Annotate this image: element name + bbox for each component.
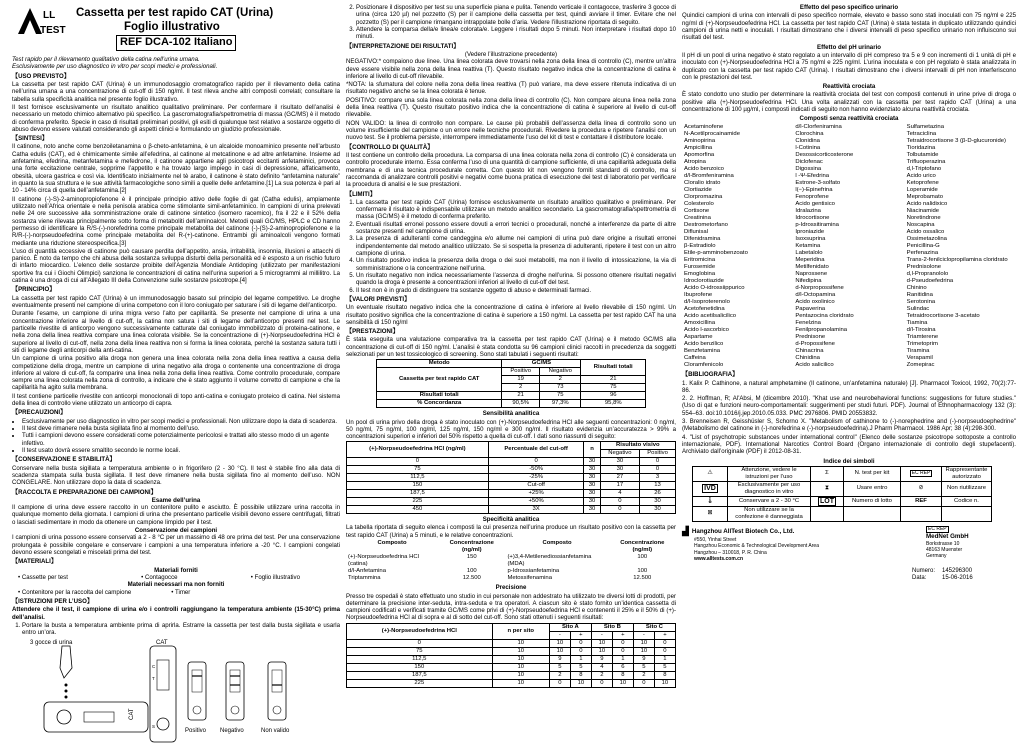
svg-text:C: C [152, 664, 156, 670]
paragraph: Il test contiene un controllo della procedura. La comparsa di una linea colorata nella zona di controllo (C) è considerata un controllo procedurale interno. Essa conferma l’uso di una quantità di campione sufficiente, di una capillarità adeguata della membrana e di una tecnica procedurale corretta. Con questo kit non vengono forniti standard di controllo, ma si raccomanda di analizzare controlli positivi e negativi come buona pratica di esecuzione dei test di laboratorio per verificare la procedura di analisi e le sue prestazioni. [346, 151, 676, 189]
table-cell: Amoxicillina [684, 320, 716, 327]
table-cell: Trimetoprim [906, 341, 938, 348]
table-cell: d,l-Propranololo [906, 271, 949, 278]
no-reuse-icon: ⊘ [918, 485, 924, 492]
table-cell: Metilfenidato [795, 264, 829, 270]
table-cell: Caffeina [684, 355, 706, 362]
table-cell: Apomorfina [684, 151, 715, 158]
table-cell: Atropina [684, 158, 706, 165]
paragraph-bold: Attendere che il test, il campione di urina e/o i controlli raggiungano la temperatura ambiente (15-30°C) prima dell’analisi. [12, 606, 340, 621]
manufacturer: ▟ Hangzhou AllTest Biotech Co., Ltd. #550, Yinhai Street Hangzhou Economic & Technological Development Area Hangzhou – 310018, P. R. China www.alltests.com.cn [682, 525, 819, 562]
table-cell: Sulindac [906, 306, 930, 313]
paragraph: Un pool di urina privo della droga è stato inoculato con (+)-Norpseudoefedrina HCl alle seguenti concentrazioni: 0 ng/ml, 50 ng/ml, 75 ng/ml, 100 ng/ml, 125 ng/ml, 150 ng/ml e 300 ng/ml. Il risultato evidenzia un’accuratezza > 99% a concentrazioni superiori e inferiori del 50% rispetto a quella di cut-off. I dati sono riassunti di seguito: [346, 418, 676, 441]
factory-icon: ▟ [682, 525, 689, 536]
figure-label-drops: 3 gocce di urina [30, 640, 73, 647]
paragraph: Un eventuale risultato negativo indica che la concentrazione di catina è inferiore al livello rilevabile di 150 ng/ml. Un risultato positivo significa che la concentrazione di catina è superiore a 150 ng/ml. La cassetta per test rapido CAT ha una sensibilità di 150 ng/ml [346, 304, 676, 326]
temperature-limit-icon: 🌡 [706, 497, 714, 504]
subheading: Reattività crociata [822, 83, 876, 91]
table-cell: Fenoprofene [795, 193, 829, 200]
table-row [682, 327, 1016, 334]
table-cell: Chinino [906, 285, 927, 292]
table-row [682, 292, 1016, 299]
list-item: 3. Attendere la comparsa della/e linea/e colorata/e. Leggere i risultati dopo 5 minuti. Non interpretare i risultati dopo 10 minuti. [356, 26, 676, 41]
table-cell: Noscapina [906, 221, 935, 228]
subheading: Effetto del peso specifico urinario [799, 4, 899, 11]
table-cell: Tolbutamide [906, 151, 939, 158]
subheading: Materiali necessari ma non forniti [127, 581, 225, 589]
table-cell: Ampicillina [684, 144, 713, 151]
paragraph: NON VALIDO: la linea di controllo non compare. Le cause più probabili dell’assenza della linea di controllo sono un volume insufficiente del campione o un errore nelle tecniche procedurali. Rivedere la procedura e ripetere l’analisi con un nuovo test. Se il problema persiste, interrompere immediatamente l’uso del kit di test e contattare il distributore locale. [346, 119, 676, 142]
section-materiali: 【MATERIALI】 [12, 558, 57, 566]
table-cell: Ranitidina [906, 292, 933, 299]
table-cell: Aminopirina [684, 137, 716, 144]
section-sintesi: 【SINTESI】 [12, 135, 48, 143]
svg-text:S: S [152, 724, 156, 730]
svg-text:TEST: TEST [40, 25, 66, 36]
table-row [682, 362, 1016, 369]
column-2 [346, 0, 676, 725]
instructions-list [12, 622, 340, 637]
reference: 1. Kalix P. Cathinone, a natural amphetamine (Il catinone, un’anfetamina naturale) [J]. Pharmacol Toxicol, 1992, 70(2):77-86. [682, 379, 1016, 394]
table-cell: Etile-p-amminobenzoato [684, 249, 748, 256]
reference: 3. Brenneisen R, Geisshüsler S, Schorno X. "Metabolism of cathinone to (-)-norephedrine and (-)-norpseudoephedrine" (Metabolismo del catinone in (-)-norefedrina e (-)-norpseudoefedrina).J Pharm Pharmacol. 1986 Apr; 38 (4):298-300. [682, 418, 1016, 433]
section-istruzioni: 【ISTRUZIONI PER L’USO】 [12, 597, 93, 605]
table-row [682, 320, 1016, 327]
subheading: Conservazione dei campioni [134, 527, 218, 535]
table-row [682, 152, 1016, 159]
table-cell: Clorochina [795, 130, 824, 137]
paragraph: È stato condotto uno studio per determinare la reattività crociata del test con composti contenuti in urine prive di droga o positive alla (+)-Norpseudoefedrina HCl. Una volta analizzati con la cassetta per test rapido CAT (Urina) a una concentrazione di 100 µg/ml, i composti indicati di seguito non hanno evidenziato alcuna reattività crociata. [682, 91, 1016, 114]
table-cell: Acetofenetidina [684, 306, 725, 313]
title-line-1: Cassetta per test rapido CAT (Urina) [76, 7, 274, 19]
table-cell: Tetraciclina [906, 130, 937, 137]
section-prestazioni: 【PRESTAZIONI】 [346, 328, 399, 336]
table-cell: p-Idrossitiramina [795, 221, 839, 228]
subheading: Materiali forniti [154, 566, 198, 574]
table-cell: Tetraidrocortisone 3-acetato [906, 313, 980, 320]
limits-list [346, 199, 676, 294]
table-cell: Noretindrone [906, 214, 941, 221]
section-uso-previsto: 【USO PREVISTO】 [12, 72, 70, 80]
instructions-list-continued [346, 4, 676, 41]
svg-text:Positivo: Positivo [185, 728, 207, 735]
section-precauzioni: 【PRECAUZIONI】 [12, 409, 67, 417]
table-row [682, 348, 1016, 355]
title-line-2: Foglio illustrativo [124, 21, 220, 34]
symbols-table: ⚠ Attenzione, vedere le istruzioni per l’uso Σ N. test per kit EC REP Rappresentante autorizzato IVD Esclusivamente per uso diagnostico in vitro ⧗ Usare entro ⊘ Non riutilizzare 🌡 Conservare a 2 - 30 °C LOT Numero di lotto REF Codice n. ⊠ Non utilizzare se la confezione è danneggiata [692, 466, 992, 522]
table-cell: d/l-Clorfeniramina [795, 123, 842, 130]
list-item: • Tutti i campioni devono essere considerati come potenzialmente pericolosi e trattati allo stesso modo di un agente infettivo. [22, 432, 340, 447]
list-item: 5. Un risultato negativo non indica necessariamente l’assenza di droghe nell’urina. Si possono ottenere risultati negativi quando la droga è presente a concentrazioni inferiori al livello di cut-off del test. [356, 272, 676, 287]
table-cell: Chinidina [795, 355, 820, 362]
ref-code: REF DCA-102 Italiano [116, 35, 236, 51]
table-cell: Colesterolo [684, 200, 714, 207]
manufacturer-block [682, 526, 1016, 562]
table-row [682, 264, 1016, 271]
section-bibliografia: 【BIBLIOGRAFIA】 [682, 371, 739, 379]
subheading: Esame dell’urina [151, 496, 201, 504]
precision-table: (+)-Norpseudoefedrina HCl n per sito Sito A Sito B Sito C - + - + - + 0 10 10 0 10 0 10 0 75 10 10 0 10 0 10 0 112,5 10 9 1 9 1 9 1 150 10 5 5 4 6 5 5 187,5 10 2 8 2 8 2 8 225 10 0 10 0 10 0 10 [346, 623, 676, 688]
materials-required: • Contenitore per la raccolta del campione • Timer [18, 588, 191, 596]
reference: 2. 2. Hoffman, R; Al'Absi, M (dicembre 2010). "Khat use and neurobehavioral functions: suggestions for future studies." (Uso di qat e funzioni neuro-comportamentali: suggerimenti per studi futuri. PDF). Journal of Ethnopharmacology 132 (3): 554–63. doi:10.1016/j.jep.2010.05.033. PMC 2976806. PMID 20553832. [682, 395, 1016, 417]
table-row [682, 173, 1016, 180]
table-cell: Diclofenac [795, 158, 823, 165]
paragraph: Il test contiene particelle rivestite con anticorpi monoclonali di topo anti-catina e coniugato proteico di catina. Nel sistema della linea di controllo viene utilizzato un anticorpo di capra. [12, 392, 340, 408]
subheading: Effetto del pH urinario [817, 43, 881, 51]
table-cell: Acido oxolinico [795, 299, 835, 306]
table-cell: Diflunisal [684, 228, 708, 235]
table-cell: Aspartame [684, 334, 713, 341]
damaged-package-icon: ⊠ [707, 510, 713, 517]
table-cell: Fenelzina [795, 320, 821, 327]
subtitle: Test rapido per il rilevamento qualitativo della catina nell’urina umana. Esclusivamente per uso diagnostico in vitro per scopi medici e professionali. [12, 56, 218, 71]
subheading: Sensibilità analitica [482, 410, 540, 418]
list-item: • Il test usato dovrà essere smaltito secondo le norme locali. [22, 447, 340, 454]
table-cell: l-Cotinina [795, 144, 821, 151]
table-cell: Idrocortisone [795, 214, 830, 221]
list-item: 1. Portare la busta a temperatura ambiente prima di aprirla. Estrarre la cassetta per test dalla busta sigillata e usarla entro un’ora. [22, 622, 340, 637]
list-item: • Esclusivamente per uso diagnostico in vitro per scopi medici e professionali. Non utilizzare dopo la data di scadenza. [22, 418, 340, 425]
precautions-list [12, 418, 340, 455]
subheading: Specificità analitica [482, 516, 540, 524]
document-info: Numero: 145296300 Data: 15-06-2016 [912, 568, 973, 582]
warning-icon: ⚠ [707, 470, 713, 477]
table-cell: d-Pseudoefedrina [906, 278, 954, 285]
table-row [682, 208, 1016, 215]
alltest-logo [16, 6, 68, 36]
column-1 [12, 0, 340, 735]
table-row [682, 215, 1016, 222]
table-cell: Acido benzoico [684, 165, 724, 172]
svg-text:CAT: CAT [129, 708, 135, 721]
table-row [682, 180, 1016, 187]
paragraph: La cassetta per test rapido CAT (Urina) è un immunodosaggio cromatografico rapido per il rilevamento della catina nell’urina umana a una concentrazione di cut-off di 150 ng/ml. Il test rileva anche altri composti correlati; consultare la tabella sulla specificità analitica nel presente foglio illustrativo. [12, 80, 340, 103]
table-cell: Cortisone [684, 207, 710, 214]
paragraph: Presso tre ospedali è stato effettuato uno studio in cui personale non addestrato ha utilizzato tre diversi lotti di prodotti, per determinare la precisione inter-seduta, intra-seduta e tra operatori. A ciascun sito è stato fornito un’identica cassetta di campioni codificati e verificati tramite GC/MS come privi di (+)-Norpseudoefedrina HCl e contenenti il 25% e il 50% di (+)-Norpseudoefedrina HCl al di sopra e al di sotto del cut-off. Sono stati ottenuti i seguenti risultati: [346, 592, 676, 622]
paragraph: Il campione di urina deve essere raccolto in un contenitore pulito e asciutto. È possibile utilizzare urina raccolta in qualunque momento della giornata. I campioni di urina che presentano particelle visibili devono essere centrifugati, filtrati o lasciati sedimentare in modo da ottenere un campione limpido per il test. [12, 504, 340, 526]
table-cell: Serotonina [906, 299, 936, 306]
table-cell: Chinacrina [795, 348, 824, 355]
table-cell: d-Norpropossifene [795, 285, 844, 292]
materials-provided: • Cassette per test • Contagocce • Foglio illustrativo [18, 573, 300, 581]
list-item: 4. Un risultato positivo indica la presenza della droga o dei suoi metaboliti, ma non il livello di intossicazione, la via di somministrazione o la concentrazione nell’urina. [356, 257, 676, 272]
table-row [682, 159, 1016, 166]
table-row [682, 278, 1016, 285]
table-cell: Acido nalidixico [906, 200, 948, 207]
table-row [682, 229, 1016, 236]
table-cell: Zomepirac [906, 362, 935, 369]
svg-text:T: T [152, 676, 155, 682]
list-item: 6. Il test non è in grado di distinguere tra sostanze oggetto di abuso e determinati farmaci. [356, 287, 676, 294]
comparison-table: Metodo GC/MS Risultati totali Cassetta per test rapido CAT Positivo Negativo 19 2 21 2 73 75 Risultati totali 21 75 96 % Concordanza 90,5% 97,3% 95,8% [376, 359, 646, 408]
paragraph: La cassetta per test rapido CAT (Urina) è un immunodosaggio basato sul principio del legame competitivo. Le droghe eventualmente presenti nel campione di urina competono con il loro coniugato per saturare i siti di legame dell’anticorpo. [12, 294, 340, 309]
table-cell: Furosemide [684, 264, 716, 270]
table-cell: d/l-Bromfeniramina [684, 172, 734, 179]
ec-rep-icon: EC REP [928, 525, 947, 532]
paragraph: Il catinone, noto anche come benzoiletanamina o β-cheto-anfetamina, è un alcaloide monoaminico presente nell’arbusto Catha edulis (CAT), ed è chimicamente simile all’efedrina, al catinone al metcatinone e ad altre anfetamine. Insieme ad anfetamina, efedrina, metanfetamina e mefedrone, il catinone appartiene agli psicotropi eccitanti anfetaminici, provoca una forte eccitazione centrale, sopprime l’appetito e ha trovato largo impiego in casi di depressione, affaticamento, obesità, ulcera gastrica e così via. Identificato inizialmente nel tè arabo, il catinone è stato definito “anfetamina naturale” in quanto la sua struttura e le sue attività farmacologiche sono simili a quelle delle anfetamine.[1] La sua potenza è pari al 10 - 14% circa di quella dell’anfetamina.[2] [12, 143, 340, 195]
table-cell: Acido l-ascorbico [684, 327, 729, 334]
paragraph: *NOTA: la sfumatura del colore nella zona della linea reattiva (T) può variare, ma deve essere ritenuta indicativa di un risultato negativo anche se la linea colorata è tenue. [346, 81, 676, 96]
table-row [682, 243, 1016, 250]
table-cell: Acido ossalico [906, 228, 945, 235]
table-cell: l(−)-Epinefrina [795, 186, 833, 193]
table-cell: Acido benzilico [684, 341, 724, 348]
table-cell: Tiramina [906, 348, 930, 355]
table-cell: Acido O-idrossiippurico [684, 285, 745, 292]
table-cell: N-Acetilprocainamide [684, 130, 740, 137]
list-item: 2. Posizionare il dispositivo per test su una superficie piana e pulita. Tenendo verticale il contagocce, trasferire 3 gocce di urina (circa 120 µl) nel pozzetto (S) per il campione della cassetta per test, quindi avviare il timer. Evitare che nel pozzetto (S) per il campione rimangano intrappolate bolle d’aria. Vedere l’illustrazione riportata di seguito. [356, 4, 676, 26]
table-cell: Estrone-3-solfato [795, 179, 841, 186]
section-limiti: 【LIMITI】 [346, 190, 376, 198]
paragraph: Il test fornisce esclusivamente un risultato analitico qualitativo preliminare. Per confermare il risultato dell’analisi è necessario un metodo chimico alternativo più specifico. La gascromatografia/spettrometria di massa (GC/MS) è il metodo di conferma preferito. Specie in caso di risultati preliminari positivi, gli esiti di qualunque test relativo a sostanze oggetto di abuso devono essere valutati considerando gli aspetti clinici e formulando un giudizio professionale. [12, 103, 340, 133]
table-cell: Prednisolone [906, 264, 942, 270]
test-procedure-figure [12, 638, 340, 746]
table-cell: Meprobamato [906, 193, 944, 200]
result-negative [220, 662, 244, 734]
section-controllo-qualita: 【CONTROLLO DI QUALITÀ】 [346, 143, 434, 151]
table-cell: Triamterene [906, 334, 939, 341]
cross-reactivity-table [682, 124, 1016, 370]
paragraph: Il catinone (-)-S)-2-aminopropiofenone è il principale principio attivo delle foglie di gat (Catha edulis), ampiamente utilizzato nell’Africa orientale e nella penisola arabica come stimolante simil-anfetaminico. In campioni di urina prelevati nelle 24 ore successive alla somministrazione orale di catinone sintetico (isomero racemico), fra il 22 e il 52% della sostanza viene rilevata principalmente sotto forma di metaboliti dell’aminoalcol. Metodi quali GC/MS, HPLC e CD hanno permesso di identificare la R/S-(-)-norefedrina come principale metabolita del catinone (-)-(S)-2-aminopropiofenone e la R/R-(-)-norpseudoefedrina come principale metabolita del R-(+)-catinone. Entrambi gli aminoalcoli vengono formati mediante una riduzione stereospecifica.[3] [12, 195, 340, 247]
table-cell: Sulfametazina [906, 123, 944, 130]
table-row [682, 124, 1016, 131]
paragraph: Quindici campioni di urina con intervalli di peso specifico normale, elevato e basso sono stati inoculati con 75 ng/ml e 225 ng/ml di (+)-Norpseudoefedrina HCl. La cassetta per test rapido CAT (Urina) è stata testata in duplicato utilizzando quindici campioni di urina netti e inoculati. I risultati dimostrano che i diversi intervalli di peso specifico urinario non influiscono sui risultati del test. [682, 12, 1016, 42]
table-cell: Acido gentisico [795, 200, 835, 207]
table-cell: Trans-2-fenilciclopropilamina cloridrato [906, 256, 1008, 263]
table-row [682, 145, 1016, 152]
list-item: • Il test deve rimanere nella busta sigillata fino al momento dell’uso. [22, 425, 340, 432]
column-3 [682, 0, 1016, 725]
table-cell: Verapamil [906, 355, 933, 362]
table-cell: Papaverina [795, 306, 826, 313]
table-cell: Creatinina [684, 214, 711, 221]
result-positive [185, 662, 207, 734]
paragraph: POSITIVO: compare una sola linea colorata nella zona della linea di controllo (C). Non compare alcuna linea nella zona della linea reattiva (T). Questo risultato positivo indica che la concentrazione di catina è superiore al livello di cut-off rilevabile. [346, 96, 676, 119]
subheading: Precisione [495, 584, 527, 592]
table-cell: Difenidramina [684, 235, 721, 242]
table-cell: Digossina [795, 165, 822, 172]
table-row [682, 222, 1016, 229]
table-cell: Benzfetamina [684, 348, 721, 355]
paragraph: I campioni di urina possono essere conservati a 2 - 8 °C per un massimo di 48 ore prima del test. Per una conservazione prolungata è possibile congelare e conservare i campioni a una temperatura inferiore a -20 °C. I campioni congelati devono essere scongelati e miscelati prima del test. [12, 534, 340, 556]
table-cell: d,l-Triptofano [906, 165, 942, 172]
paragraph: Il pH di un pool di urina negativo è stato regolato a un intervallo di pH compreso tra 5 e 9 con incrementi di 1 unità di pH e inoculato con (+)-Norpseudoefedrina HCl a 75 ng/ml e 225 ng/ml. L’urina inoculata e con pH regolato è stata analizzata in duplicato con la cassetta per test rapido CAT (Urina). I risultati dimostrano che i diversi intervalli di pH non interferiscono con le prestazioni del test. [682, 51, 1016, 81]
table-cell: Desossicorticosterone [795, 151, 854, 158]
table-cell: Idralazina [795, 207, 821, 214]
table-cell: Iproniazide [795, 228, 825, 235]
table-row [682, 299, 1016, 306]
table-cell: Pentazocina cloridrato [795, 313, 854, 320]
table-cell: Destrometorfano [684, 221, 728, 228]
table-row [682, 306, 1016, 313]
reference: 4. "List of psychotropic substances under international control" (Elenco delle sostanze psicotrope sottoposte a controllo internazionale, PDF). International Narcotics Control Board (Organo internazionale di controllo degli stupefacenti). Archiviato dall’originale (PDF) il 2012-08-31. [682, 433, 1016, 456]
table-cell: d/l-Isoproterenolo [684, 299, 730, 306]
table-row [682, 257, 1016, 264]
table-cell: Cloramfenicolo [684, 362, 724, 369]
table-row [682, 355, 1016, 362]
table-row [682, 271, 1016, 278]
table-cell: Meperidina [795, 256, 825, 263]
list-item: 2. Eventuali risultati erronei possono essere dovuti a errori tecnici o procedurali, nonché a interferenze da parte di altre sostanze presenti nel campione di urina. [356, 221, 676, 236]
table-row [682, 313, 1016, 320]
table-cell: Prednisone [795, 334, 826, 341]
table-cell: Tiamina [906, 320, 928, 327]
section-principio: 【PRINCIPIO】 [12, 286, 56, 294]
sensitivity-table: (+)-Norpseudoefedrina HCl (ng/ml) Percentuale del cut-off n Risultato visivo Negativo Positivo 0 0 30 30 0 75 -50% 30 30 0 112,5 -25% 30 27 3 150 Cut-off 30 17 13 187,5 +25% 30 4 26 225 +50% 30 0 30 450 3X 30 0 30 [346, 441, 676, 514]
document-date: 15-06-2016 [942, 575, 973, 582]
section-conservazione: 【CONSERVAZIONE E STABILITÀ】 [12, 456, 116, 464]
table-row [682, 187, 1016, 194]
paragraph: L’uso di quantità eccessive di catinone può causare perdita dell’appetito, ansia, irritabilità, insonnia, illusioni e attacchi di panico. È noto da tempo che chi abusa della sostanza sviluppa disturbi della personalità ed è esposto a un rischio futuro di infarto miocardico. L’elenco delle sostanze proibite dell’Agenzia Mondiale Antidoping (utilizzato per manifestazioni sportive fra cui i Giochi Olimpici) sanziona le concentrazioni di catina nell’urina superiori a 5 microgrammi al millilitro. La catina è una droga di cui all’Allegato III della Convenzione sulle sostanze psicotrope.[4] [12, 247, 340, 285]
table-cell: Isoxsuprina [795, 235, 826, 242]
paragraph: È stata eseguita una valutazione comparativa tra la cassetta per test rapido CAT (Urina) e il metodo GC/MS alla concentrazione di cut-off di 150 ng/ml. L’analisi è stata condotta su 96 campioni clinici raccolti in precedenza da soggetti selezionati per un test tossicologico di screening. Sono stati tabulati i seguenti risultati: [346, 336, 676, 359]
tests-per-kit-icon: Σ [825, 470, 829, 477]
table-cell: Emoglobina [684, 271, 716, 278]
authorized-representative: EC REP MedNet GmbH Borkstrasse 10 48163 Muenster Germany [926, 525, 969, 560]
table-cell: Loperamide [906, 186, 938, 193]
table-cell: Acido salicilico [795, 362, 834, 369]
table-cell: Clonidina [795, 137, 820, 144]
svg-text:LL: LL [43, 10, 56, 21]
table-row [682, 201, 1016, 208]
ivd-icon: IVD [704, 485, 716, 493]
result-invalid [261, 662, 290, 734]
svg-text:Non valido: Non valido [261, 728, 290, 735]
table-cell: Penicillina-G [906, 242, 940, 249]
document-number: 145296300 [942, 568, 973, 575]
table-row [682, 334, 1016, 341]
table-cell: β-Estradiolo [684, 242, 716, 249]
table-cell: Tioridazina [906, 144, 936, 151]
table-cell: Eritromicina [684, 256, 716, 263]
note: (Vedere l’illustrazione precedente) [464, 50, 558, 58]
svg-text:Negativo: Negativo [220, 728, 244, 735]
table-cell: Niacinamide [906, 207, 940, 214]
table-cell: Ibuprofene [684, 292, 713, 299]
section-raccolta: 【RACCOLTA E PREPARAZIONE DEI CAMPIONI】 [12, 488, 157, 496]
table-cell: Idroclorotiazide [684, 278, 724, 285]
paragraph: Un campione di urina positivo alla droga non genera una linea colorata nella zona della linea reattiva a causa della competizione della droga, mentre un campione di urina negativo alla droga o contenente una concentrazione di droga inferiore al valore di cut-off, fa comparire una linea nella zona della linea reattiva. Come controllo procedurale, compare sempre una linea colorata nella zona di controllo, a indicare che è stato aggiunto il volume corretto di campione e che la capillarità ha agito sulla membrana. [12, 355, 340, 392]
lot-icon: LOT [820, 497, 834, 505]
table-row [682, 138, 1016, 145]
language-label: Italiano [193, 35, 233, 48]
table-cell: Ossimetazolina [906, 235, 947, 242]
table-cell: Cloralio idrato [684, 179, 721, 186]
table-row [682, 341, 1016, 348]
table-cell: Ketamina [795, 242, 821, 249]
section-interpretazione: 【INTERPRETAZIONE DEI RISULTATI】 [346, 42, 460, 50]
table-cell: Fenilpropanolamina [795, 327, 848, 334]
document-title [76, 6, 273, 51]
hourglass-icon: ⧗ [824, 485, 830, 492]
table-cell: Ketoprofene [906, 179, 939, 186]
table-row [682, 285, 1016, 292]
table-cell: Labetalolo [795, 249, 823, 256]
list-item: 3. La presenza di adulteranti come candeggina e/o allume nei campioni di urina può dare origine a risultati erronei indipendentemente dal metodo analitico utilizzato. Se si sospetta la presenza di adulteranti, ripetere il test con un altro campione di urina. [356, 235, 676, 257]
specificity-table: Composto Concentrazione (ng/ml) Composto Concentrazione (ng/ml) (+)-Norpseudoefedrina HCl (catina) 150 (+)3,4-Metilenediossianfetamina (MDA) 100 d/l-Anfetamina 100 p-Idrossianfetamina 100 Triptammina 12.500 Metossifenamina 12.500 [348, 540, 665, 582]
dropper-icon [60, 646, 72, 678]
section-valori-previsti: 【VALORI PREVISTI】 [346, 295, 411, 303]
table-row [682, 131, 1016, 138]
table-cell: d-Propossifene [795, 341, 835, 348]
subheading: Composti senza reattività crociata [799, 115, 899, 123]
table-cell: Acetaminofene [684, 123, 724, 130]
table-cell: Clorpromazina [684, 193, 723, 200]
table-cell: l -Ψ-Efedrina [795, 172, 830, 179]
table-cell: d/l-Tirosina [906, 327, 936, 334]
table-row [682, 166, 1016, 173]
table-cell: Tetraidrocortisone 3 (β-D-glucuronide) [906, 137, 1006, 144]
table-cell: Trifluoperazina [906, 158, 946, 165]
table-cell: Acido urico [906, 172, 936, 179]
ref-icon: REF [915, 497, 927, 504]
subheading: Indice dei simboli [823, 457, 875, 465]
paragraph: Durante l’esame, un campione di urina migra verso l’alto per capillarità. Se presente nel campione di urina a una concentrazione inferiore al livello di cut-off, la catina non satura i siti di legame dell’anticorpo presenti nel test. Le particelle rivestite di anticorpo vengono successivamente catturate dal coniugato immobilizzato di proteina-catinone, e nella zona della linea reattiva compare una linea colorata visibile. Se la concentrazione di (+)-Norpseudoefedrina HCl è superiore al livello di cut-off, nella zona della linea reattiva non si forma la linea colorata, perché la sostanza satura tutti i siti di legame degli anticorpi della anti-catina. [12, 310, 340, 354]
paragraph: Conservare nella busta sigillata a temperatura ambiente o in frigorifero (2 - 30 °C). Il test è stabile fino alla data di scadenza stampata sulla busta sigillata. Il test deve rimanere nella busta sigillata fino al momento dell’uso. NON CONGELARE. Non utilizzare dopo la data di scadenza. [12, 464, 340, 487]
table-row [682, 194, 1016, 201]
paragraph: NEGATIVO:* compaiono due linee. Una linea colorata deve trovarsi nella zona della linea di controllo (C), mentre un’altra deve essere visibile nella zona della linea reattiva (T). Questo risultato negativo indica che la concentrazione di catina è inferiore al livello di cut-off rilevabile. [346, 58, 676, 80]
table-cell: Nifedipina [795, 278, 822, 285]
table-cell: Naprossene [795, 271, 828, 278]
table-row [682, 236, 1016, 243]
table-cell: Clortiazide [684, 186, 712, 193]
table-cell: Acido acetilsalicilico [684, 313, 737, 320]
table-row [682, 250, 1016, 257]
table-cell: d/l-Octopamina [795, 292, 836, 299]
ec-rep-icon: EC REP [911, 470, 931, 477]
paragraph: La tabella riportata di seguito elenca i composti la cui presenza nell’urina produce un risultato positivo con la cassetta per test rapido CAT (Urina) a 5 minuti, e le relative concentrazioni. [346, 524, 676, 539]
svg-text:CAT: CAT [156, 640, 168, 647]
table-cell: Perfenazina [906, 249, 939, 256]
list-item: 1. La cassetta per test rapido CAT (Urina) fornisce esclusivamente un risultato analitico qualitativo e preliminare. Per confermare il risultato è indispensabile utilizzare un metodo analitico secondario. La gascromatografia/spettrometria di massa (GC/MS) è il metodo di conferma preferito. [356, 199, 676, 221]
